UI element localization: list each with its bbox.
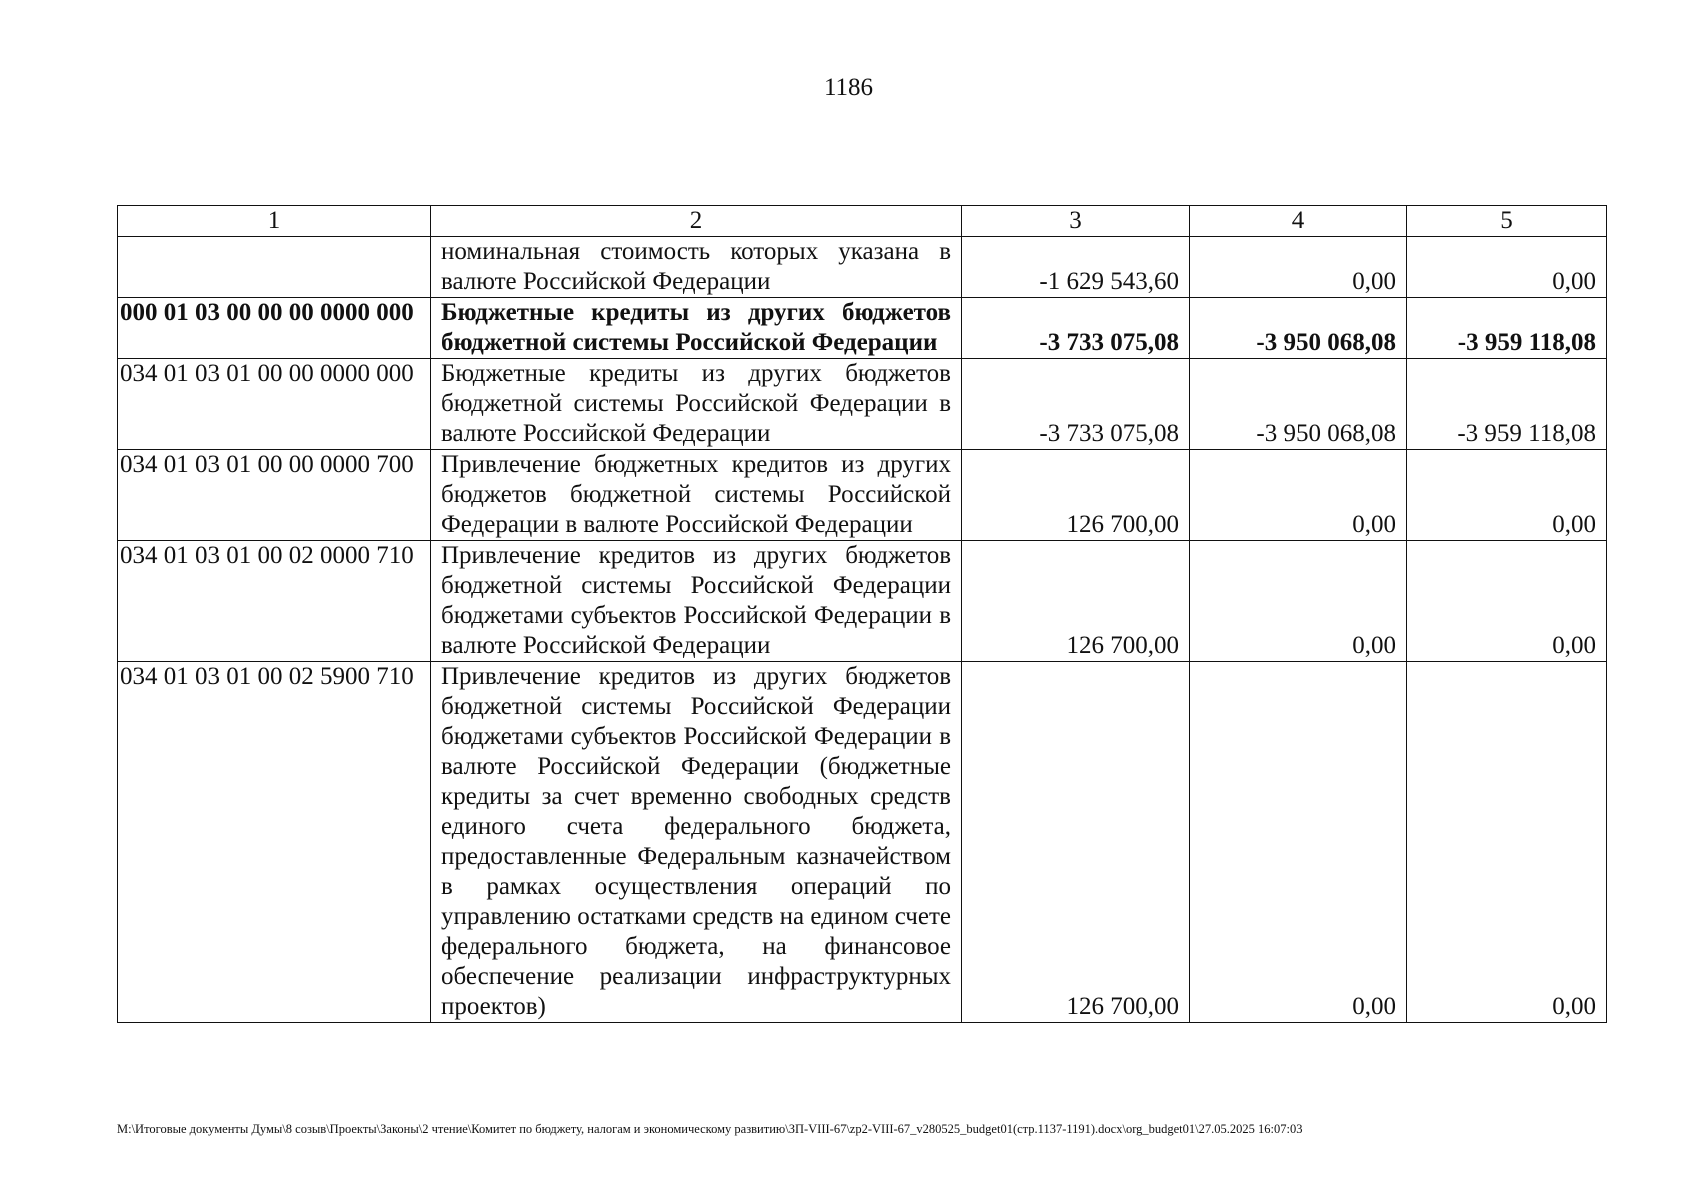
column-header-4: 4 [1190,206,1407,237]
description-cell: Бюджетные кредиты из других бюджетов бюджетной системы Российской Федерации [431,298,962,359]
amount-cell-col4: 0,00 [1190,237,1407,298]
amount-cell-col5: 0,00 [1407,237,1607,298]
amount-cell-col3: 126 700,00 [962,450,1190,541]
description-cell: Привлечение кредитов из других бюджетов бюджетной системы Российской Федерации бюджетами субъектов Российской Федерации в валюте Российской Федерации [431,541,962,662]
amount-cell-col4: 0,00 [1190,662,1407,1023]
amount-cell-col3: 126 700,00 [962,662,1190,1023]
table-header-row [118,206,1607,237]
amount-cell-col4: -3 950 068,08 [1190,359,1407,450]
column-header-1: 1 [118,206,431,237]
budget-sources-table [117,205,1607,1023]
column-header-5: 5 [1407,206,1607,237]
amount-cell-col4: -3 950 068,08 [1190,298,1407,359]
amount-cell-col5: 0,00 [1407,541,1607,662]
amount-cell-col4: 0,00 [1190,541,1407,662]
table-row [118,237,1607,298]
amount-cell-col5: 0,00 [1407,450,1607,541]
file-path-footer: M:\Итоговые документы Думы\8 созыв\Проекты\Законы\2 чтение\Комитет по бюджету, налогам и экономическому развитию\ЗП-VIII-67\zp2-VIII-67_v280525_budget01(стр.1137-1191).docx\org_budget01\27.05.2025 16:07:03 [117,1122,1303,1136]
amount-cell-col5: 0,00 [1407,662,1607,1023]
amount-cell-col5: -3 959 118,08 [1407,359,1607,450]
description-cell: Привлечение бюджетных кредитов из других бюджетов бюджетной системы Российской Федерации в валюте Российской Федерации [431,450,962,541]
table-row [118,359,1607,450]
description-cell: Бюджетные кредиты из других бюджетов бюджетной системы Российской Федерации в валюте Российской Федерации [431,359,962,450]
table-row [118,541,1607,662]
budget-code-cell: 034 01 03 01 00 00 0000 000 [118,359,431,450]
description-cell: Привлечение кредитов из других бюджетов бюджетной системы Российской Федерации бюджетами субъектов Российской Федерации в валюте Российской Федерации (бюджетные кредиты за счет временно свободных средств единого счета федерального бюджета, предоставленные Федеральным казначейством в рамках осуществления операций по управлению остатками средств на едином счете федерального бюджета, на финансовое обеспечение реализации инфраструктурных проектов) [431,662,962,1023]
column-header-2: 2 [431,206,962,237]
column-header-3: 3 [962,206,1190,237]
amount-cell-col5: -3 959 118,08 [1407,298,1607,359]
table-row [118,450,1607,541]
amount-cell-col3: -1 629 543,60 [962,237,1190,298]
amount-cell-col3: -3 733 075,08 [962,298,1190,359]
budget-code-cell: 034 01 03 01 00 02 5900 710 [118,662,431,1023]
budget-code-cell [118,237,431,298]
page-number: 1186 [823,74,874,101]
amount-cell-col3: 126 700,00 [962,541,1190,662]
budget-code-cell: 034 01 03 01 00 02 0000 710 [118,541,431,662]
budget-code-cell: 034 01 03 01 00 00 0000 700 [118,450,431,541]
table-row [118,662,1607,1023]
table-row-total [118,298,1607,359]
budget-code-cell: 000 01 03 00 00 00 0000 000 [118,298,431,359]
amount-cell-col3: -3 733 075,08 [962,359,1190,450]
amount-cell-col4: 0,00 [1190,450,1407,541]
description-cell: номинальная стоимость которых указана в валюте Российской Федерации [431,237,962,298]
